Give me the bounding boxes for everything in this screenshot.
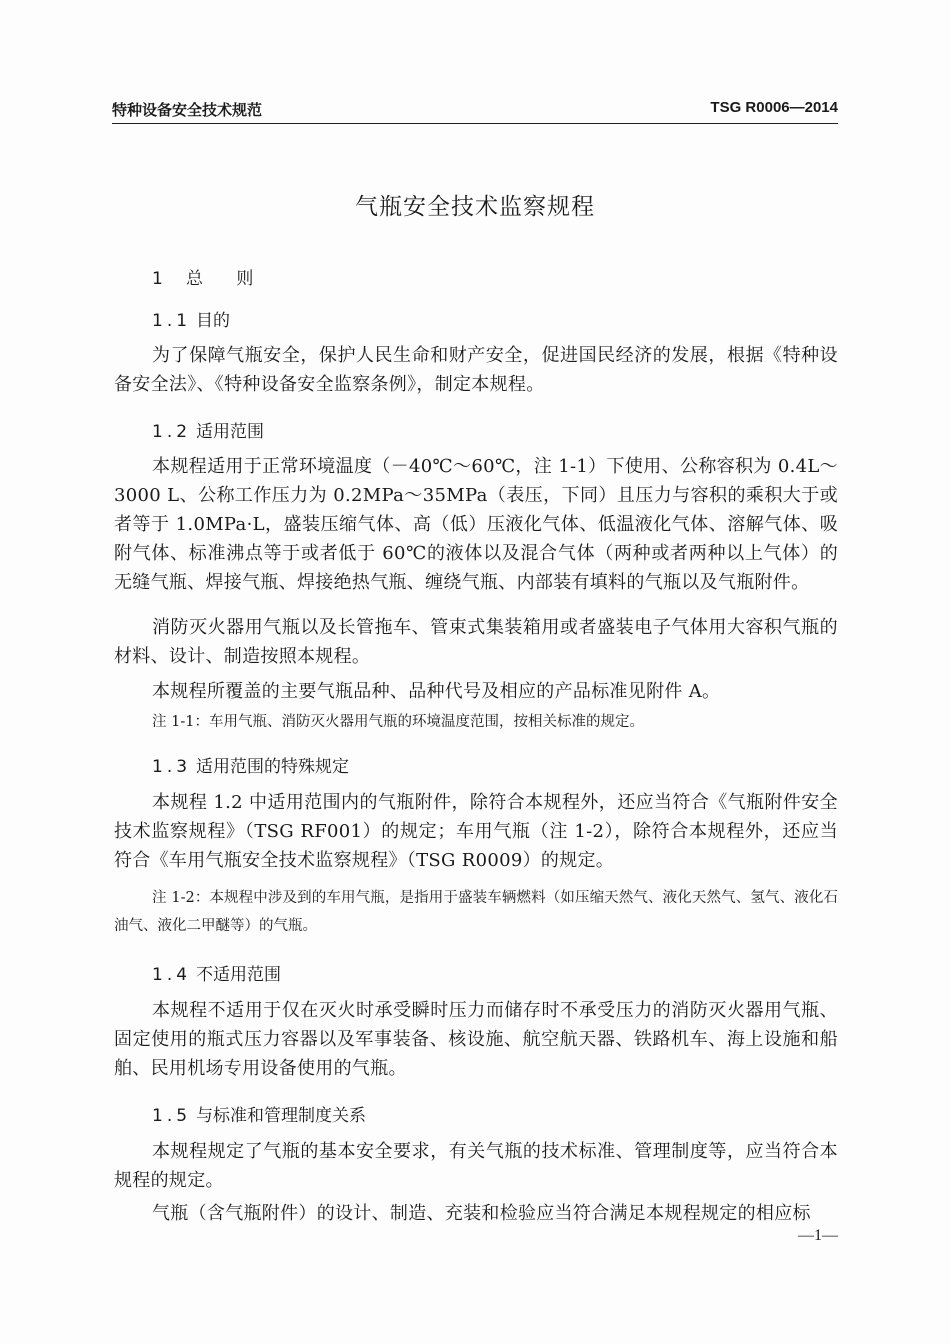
paragraph-special-provisions: 本规程 1.2 中适用范围内的气瓶附件，除符合本规程外，还应当符合《气瓶附件安全技术监察规程》（TSG RF001）的规定；车用气瓶（注 1-2），除符合本规程外，还应当符合《车用气瓶安全技术监察规程》（TSG R0009）的规定。 xyxy=(114,792,838,871)
note-1-2: 注 1-2：本规程中涉及到的车用气瓶，是指用于盛装车辆燃料（如压缩天然气、液化天然气、氢气、液化石油气、液化二甲醚等）的气瓶。 xyxy=(114,890,838,934)
paragraph-exclusions: 本规程不适用于仅在灭火时承受瞬时压力而储存时不承受压力的消防灭火器用气瓶、固定使用的瓶式压力容器以及军事装备、核设施、航空航天器、铁路机车、海上设施和船舶、民用机场专用设备使用的气瓶。 xyxy=(114,1000,838,1079)
paragraph-scope: 本规程适用于正常环境温度（－40℃～60℃，注 1-1）下使用、公称容积为 0.4L～3000 L、公称工作压力为 0.2MPa～35MPa（表压，下同）且压力与容积的乘积大于或者等于 1.0MPa·L，盛装压缩气体、高（低）压液化气体、低温液化气体、溶解气体、吸附气体、标准沸点等于或者低于 60℃的液体以及混合气体（两种或者两种以上气体）的无缝气瓶、焊接气瓶、焊接绝热气瓶、缠绕气瓶、内部装有填料的气瓶以及气瓶附件。 xyxy=(114,456,838,593)
note-1-1: 注 1-1：车用气瓶、消防灭火器用气瓶的环境温度范围，按相关标准的规定。 xyxy=(152,714,644,730)
running-header xyxy=(112,93,838,124)
header-series: 特种设备安全技术规范 xyxy=(112,101,263,119)
document-title: 气瓶安全技术监察规程 xyxy=(355,194,595,220)
section-1-5-heading: 1.5 与标准和管理制度关系 xyxy=(152,1106,366,1126)
section-1-1-heading: 1.1 目的 xyxy=(152,311,230,331)
section-1-heading: 1 总 则 xyxy=(152,269,268,289)
paragraph-design-standards: 气瓶（含气瓶附件）的设计、制造、充装和检验应当符合满足本规程规定的相应标 xyxy=(152,1203,811,1224)
section-1-2-heading: 1.2 适用范围 xyxy=(152,422,264,442)
paragraph-purpose: 为了保障气瓶安全，保护人民生命和财产安全，促进国民经济的发展，根据《特种设备安全法》、《特种设备安全监察条例》，制定本规程。 xyxy=(114,345,838,395)
paragraph-scope-appendix: 本规程所覆盖的主要气瓶品种、品种代号及相应的产品标准见附件 A。 xyxy=(152,681,721,702)
section-1-3-heading: 1.3 适用范围的特殊规定 xyxy=(152,757,349,777)
paragraph-standards-relation: 本规程规定了气瓶的基本安全要求，有关气瓶的技术标准、管理制度等，应当符合本规程的规定。 xyxy=(114,1141,838,1191)
header-code: TSG R0006—2014 xyxy=(710,99,838,116)
paragraph-scope-extinguisher: 消防灭火器用气瓶以及长管拖车、管束式集装箱用或者盛装电子气体用大容积气瓶的材料、设计、制造按照本规程。 xyxy=(114,617,838,667)
section-1-4-heading: 1.4 不适用范围 xyxy=(152,965,281,985)
page-number: —1— xyxy=(798,1227,838,1244)
